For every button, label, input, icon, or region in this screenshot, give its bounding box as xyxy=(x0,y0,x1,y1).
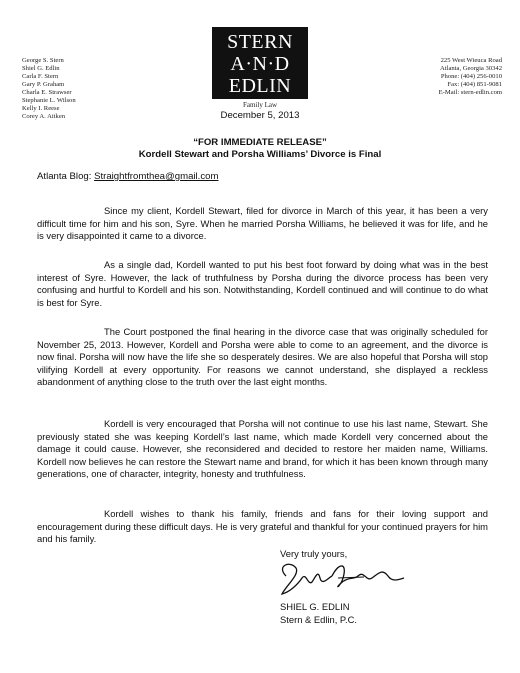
address-line: Fax: (404) 851-9081 xyxy=(447,81,502,88)
letter-date: December 5, 2013 xyxy=(220,110,300,121)
body-paragraph: As a single dad, Kordell wanted to put his best foot forward by doing what was in the best interest of Syre. However, the lack of truthfulness by Porsha during the divorce process has been very confusing and hurtful to Kordell and his son. Notwithstanding, Kordell continued and will continue to do what is best for Syre. xyxy=(37,259,488,308)
body-paragraph: Kordell is very encouraged that Porsha will not continue to use his last name, Stewart. She previously stated she was keeping Kordell’s last name, which made Kordell very concerned about the damage it could cause. However, she reconsidered and decided to restore her maiden name, Williams. Kordell now believes he can restore the Stewart name and brand, for which it has been known through many generations, one of character, integrity, honesty and truthfulness. xyxy=(37,418,488,480)
blog-line xyxy=(37,171,218,182)
attorney-name: Kelly I. Reese xyxy=(22,105,60,112)
blog-email-link[interactable]: Straightfromthea@gmail.com xyxy=(94,171,219,182)
attorney-name: Gary P. Graham xyxy=(22,81,65,88)
handwritten-signature xyxy=(268,556,408,600)
attorney-name: Corey A. Aitken xyxy=(22,113,66,120)
release-title xyxy=(0,137,520,161)
attorney-name: Stephanie L. Wilson xyxy=(22,97,76,104)
body-paragraph: Since my client, Kordell Stewart, filed for divorce in March of this year, it has been a very difficult time for him and his son, Syre. When he married Porsha Williams, he believed it was for life, and he is very disappointed it came to a divorce. xyxy=(37,205,488,242)
address-line: Phone: (404) 256-0010 xyxy=(440,73,502,80)
practice-area: Family Law xyxy=(242,101,278,109)
logo-line: EDLIN xyxy=(228,75,292,97)
body-paragraph: Kordell wishes to thank his family, friends and fans for their loving support and encouragement during these difficult days. He is very grateful and thankful for your continued prayers for him and his family. xyxy=(37,508,488,545)
address-line: 225 West Wieuca Road xyxy=(440,57,502,64)
attorney-name: Carla F. Stern xyxy=(22,73,59,80)
firm-logo xyxy=(212,27,308,99)
firm-address xyxy=(372,57,502,97)
logo-line: A·N·D xyxy=(230,53,290,75)
logo-line: STERN xyxy=(227,31,293,53)
attorney-name: Shiel G. Edlin xyxy=(22,65,60,72)
address-line: Atlanta, Georgia 30342 xyxy=(440,65,502,72)
attorney-name: George S. Stern xyxy=(22,57,64,64)
blog-label: Atlanta Blog: xyxy=(37,171,92,182)
signer-block xyxy=(280,601,357,626)
signer-firm: Stern & Edlin, P.C. xyxy=(280,613,357,625)
release-heading: “FOR IMMEDIATE RELEASE” xyxy=(193,137,327,148)
address-line: E-Mail: stern-edlin.com xyxy=(438,89,502,96)
body-paragraph: The Court postponed the final hearing in the divorce case that was originally scheduled for November 25, 2013. However, Kordell and Porsha were able to come to an agreement, and the divorce is now final. Porsha will now have the life she so desperately desires. We are also hopeful that Porsha will stop vilifying Kordell at every opportunity. For reasons we cannot understand, she displayed a reckless abandonment of anything close to the truth over the last eight months. xyxy=(37,326,488,388)
signer-name: SHIEL G. EDLIN xyxy=(280,601,350,612)
release-subheading: Kordell Stewart and Porsha Williams’ Divorce is Final xyxy=(138,149,382,160)
closing-phrase: Very truly yours, xyxy=(280,548,348,559)
attorney-name: Charla E. Strawser xyxy=(22,89,72,96)
